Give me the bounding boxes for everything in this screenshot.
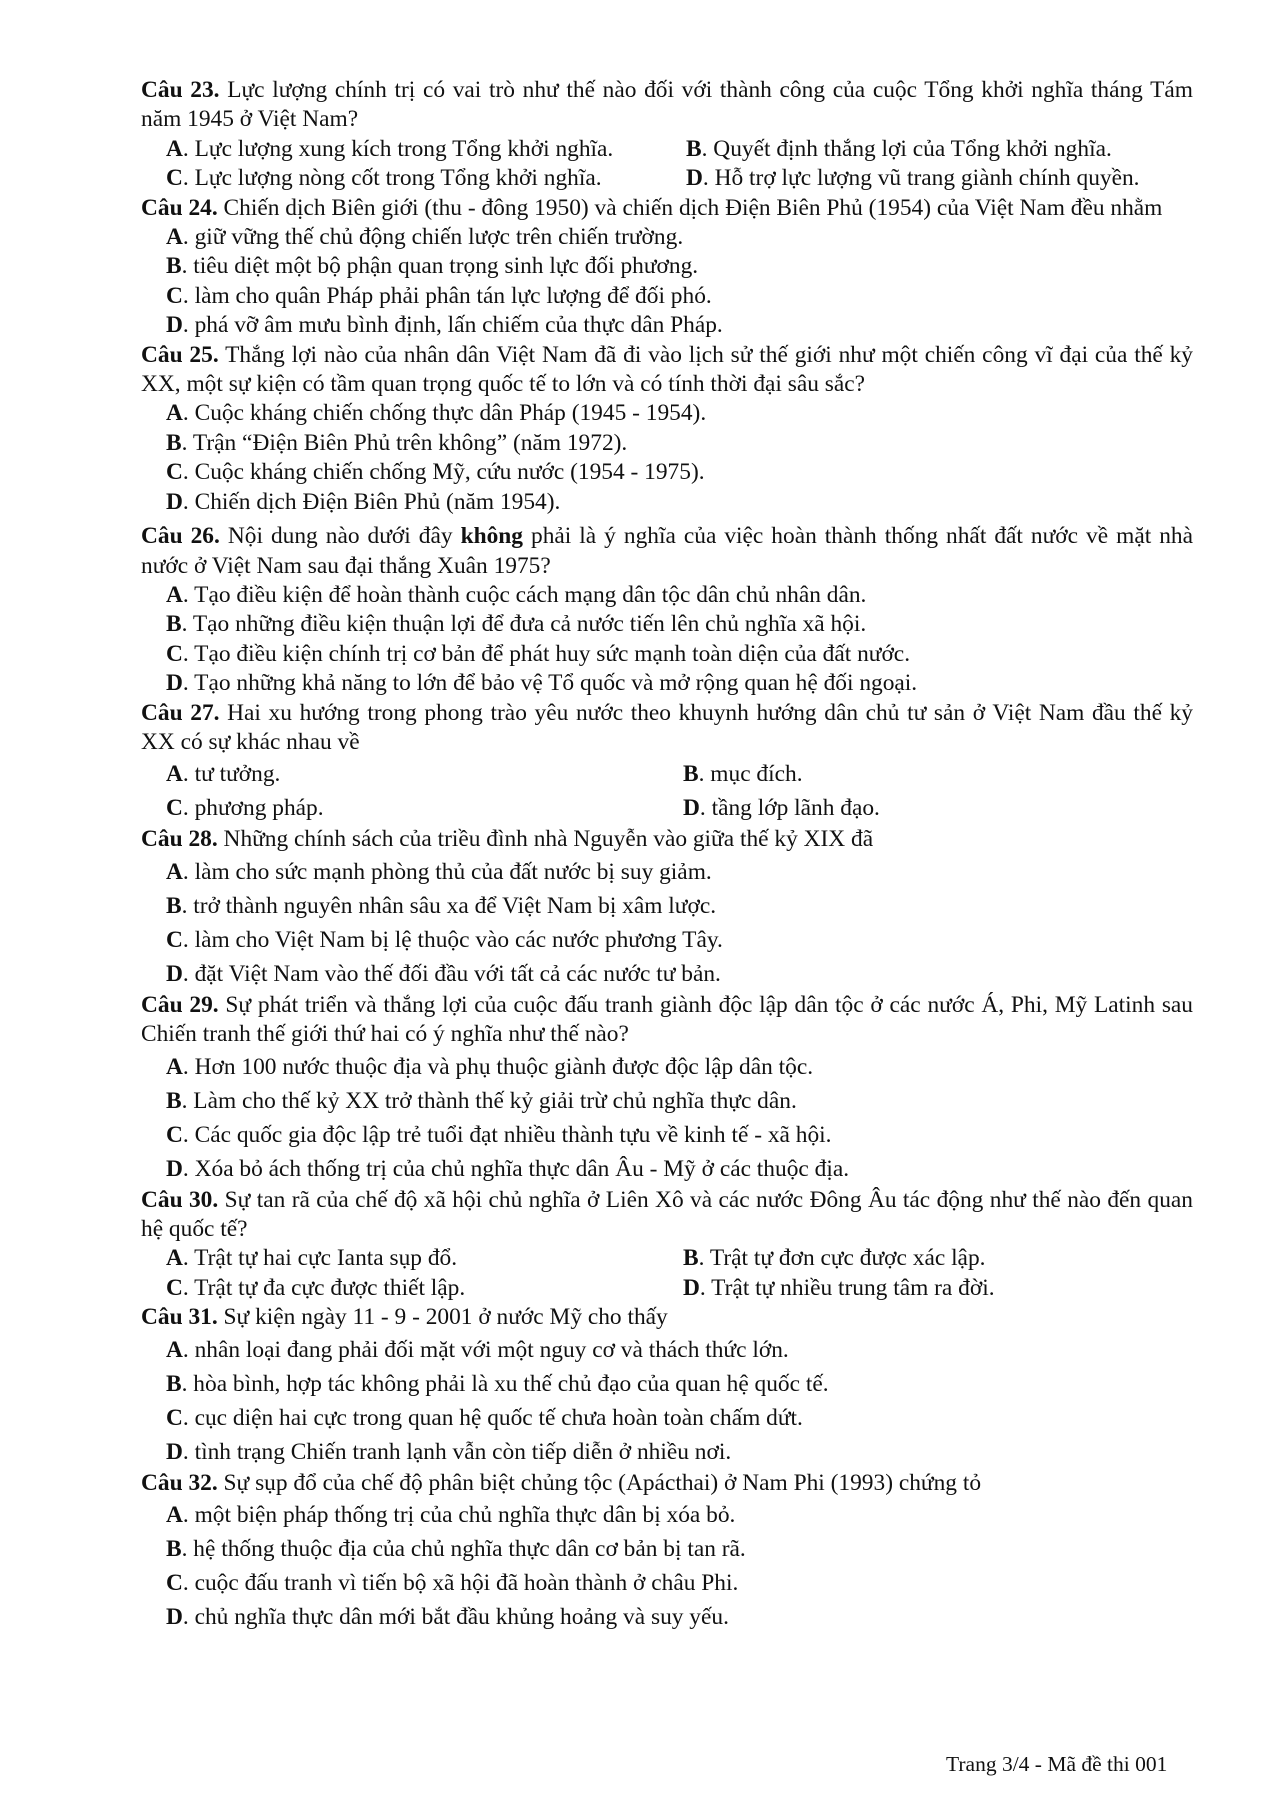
option-text: . Cuộc kháng chiến chống Mỹ, cứu nước (1954 - 1975).	[182, 459, 705, 486]
option-b[interactable]	[166, 610, 1193, 639]
option-text: . Trật tự đa cực được thiết lập.	[182, 1274, 466, 1301]
option-letter: D	[166, 960, 183, 987]
option-letter: B	[683, 761, 699, 788]
option-d[interactable]	[166, 1600, 1193, 1634]
option-letter: C	[166, 1274, 183, 1301]
option-text: . đặt Việt Nam vào thế đối đầu với tất cả các nước tư bản.	[182, 960, 721, 987]
option-letter: D	[683, 795, 700, 822]
question-32	[141, 1469, 1193, 1634]
option-letter: A	[166, 1502, 183, 1528]
option-text: . Quyết định thắng lợi của Tổng khởi nghĩa.	[701, 135, 1112, 162]
question-number: Câu 28.	[141, 826, 218, 853]
question-text-part2: phải là ý nghĩa của việc hoàn thành thống nhất đất nước về mặt nhà nước ở Việt Nam sau đại thắng Xuân 1975?	[141, 523, 1193, 579]
option-letter: A	[166, 400, 183, 427]
option-text: . tiêu diệt một bộ phận quan trọng sinh lực đối phương.	[181, 253, 699, 280]
option-text: . hệ thống thuộc địa của chủ nghĩa thực dân cơ bản bị tan rã.	[181, 1536, 746, 1562]
option-list	[141, 757, 1193, 825]
option-b[interactable]	[166, 889, 1193, 923]
option-a[interactable]	[166, 135, 686, 164]
option-a[interactable]	[166, 1333, 1193, 1367]
question-text: Sự kiện ngày 11 - 9 - 2001 ở nước Mỹ cho thấy	[223, 1304, 668, 1331]
option-letter: B	[166, 611, 182, 638]
question-stem	[141, 699, 1193, 758]
option-text: . nhân loại đang phải đối mặt với một nguy cơ và thách thức lớn.	[182, 1336, 789, 1363]
option-text: . làm cho sức mạnh phòng thủ của đất nước bị suy giảm.	[182, 858, 712, 885]
option-text: . Hỗ trợ lực lượng vũ trang giành chính quyền.	[702, 165, 1140, 192]
option-text: . Các quốc gia độc lập trẻ tuổi đạt nhiều thành tựu về kinh tế - xã hội.	[182, 1121, 832, 1148]
option-text: . tư tưởng.	[182, 761, 281, 788]
option-list	[141, 1498, 1193, 1634]
option-letter: C	[166, 1404, 183, 1431]
option-letter: A	[166, 581, 183, 608]
option-text: . mục đích.	[698, 761, 803, 788]
option-letter: B	[166, 892, 182, 919]
option-b[interactable]	[683, 757, 1193, 791]
option-text: . trở thành nguyên nhân sâu xa để Việt Nam bị xâm lược.	[181, 892, 717, 919]
question-text: Sự sụp đổ của chế độ phân biệt chủng tộc (Apácthai) ở Nam Phi (1993) chứng tỏ	[223, 1469, 982, 1496]
question-text-part1: Nội dung nào dưới đây	[227, 523, 453, 550]
option-d[interactable]	[166, 1435, 1193, 1469]
question-number: Câu 29.	[141, 991, 219, 1018]
question-text: Chiến dịch Biên giới (thu - đông 1950) và chiến dịch Điện Biên Phủ (1954) của Việt Nam đều nhằm	[223, 194, 1163, 221]
option-c[interactable]	[166, 923, 1193, 957]
option-letter: B	[686, 135, 702, 162]
option-list	[141, 223, 1193, 341]
option-d[interactable]	[166, 1152, 1193, 1186]
option-letter: B	[166, 1536, 182, 1562]
option-list	[141, 399, 1193, 517]
page-footer: Trang 3/4 - Mã đề thi 001	[946, 1752, 1168, 1776]
question-stem	[141, 194, 1193, 223]
option-letter: A	[166, 224, 183, 251]
option-c[interactable]	[166, 1274, 683, 1303]
question-31	[141, 1303, 1193, 1468]
question-stem	[141, 1186, 1193, 1245]
option-c[interactable]	[166, 791, 683, 825]
option-b[interactable]	[166, 1532, 1193, 1566]
question-24	[141, 194, 1193, 341]
option-letter: B	[166, 1087, 182, 1114]
option-list	[141, 1244, 1193, 1303]
option-letter: D	[166, 670, 183, 697]
question-23	[141, 76, 1193, 194]
option-text: . Hơn 100 nước thuộc địa và phụ thuộc giành được độc lập dân tộc.	[182, 1053, 814, 1080]
option-letter: B	[166, 1370, 182, 1397]
option-a[interactable]	[166, 399, 1193, 428]
option-list	[141, 855, 1193, 991]
question-stem	[141, 1303, 1193, 1332]
question-26	[141, 522, 1193, 698]
option-letter: C	[166, 282, 183, 309]
option-text: . Tạo điều kiện chính trị cơ bản để phát huy sức mạnh toàn diện của đất nước.	[182, 640, 911, 667]
option-text: . cục diện hai cực trong quan hệ quốc tế chưa hoàn toàn chấm dứt.	[182, 1404, 803, 1431]
option-text: . phương pháp.	[182, 795, 324, 822]
option-a[interactable]	[166, 757, 683, 791]
question-text: Thắng lợi nào của nhân dân Việt Nam đã đi vào lịch sử thế giới như một chiến công vĩ đại của thế kỷ XX, một sự kiện có tầm quan trọng quốc tế to lớn và có tính thời đại sâu sắc?	[141, 341, 1194, 398]
option-text: . Lực lượng nòng cốt trong Tổng khởi nghĩa.	[182, 165, 602, 192]
option-b[interactable]	[166, 429, 1193, 458]
question-number: Câu 32.	[141, 1469, 218, 1496]
option-d[interactable]	[166, 311, 1193, 340]
option-text: . Trật tự hai cực Ianta sụp đổ.	[182, 1245, 458, 1272]
option-letter: D	[166, 488, 183, 515]
question-text: Sự tan rã của chế độ xã hội chủ nghĩa ở Liên Xô và các nước Đông Âu tác động như thế nào đến quan hệ quốc tế?	[141, 1186, 1193, 1242]
option-letter: A	[166, 1245, 183, 1272]
option-list	[141, 1333, 1193, 1469]
option-c[interactable]	[166, 1118, 1193, 1152]
option-text: . một biện pháp thống trị của chủ nghĩa thực dân bị xóa bỏ.	[182, 1502, 736, 1528]
option-text: . Cuộc kháng chiến chống thực dân Pháp (1945 - 1954).	[182, 400, 707, 427]
option-text: . Làm cho thế kỷ XX trở thành thế kỷ giải trừ chủ nghĩa thực dân.	[181, 1087, 797, 1114]
option-letter: B	[166, 429, 182, 456]
option-letter: D	[166, 312, 183, 339]
option-letter: B	[683, 1245, 699, 1272]
option-text: . phá vỡ âm mưu bình định, lấn chiếm của thực dân Pháp.	[182, 312, 723, 339]
option-text: . giữ vững thế chủ động chiến lược trên chiến trường.	[182, 224, 684, 251]
question-number: Câu 23.	[141, 77, 220, 103]
option-letter: C	[166, 795, 183, 822]
question-number: Câu 25.	[141, 341, 219, 368]
option-letter: A	[166, 761, 183, 788]
option-letter: D	[166, 1155, 183, 1182]
option-text: . Xóa bỏ ách thống trị của chủ nghĩa thực dân Âu - Mỹ ở các thuộc địa.	[182, 1155, 850, 1182]
option-c[interactable]	[166, 640, 1193, 669]
option-a[interactable]	[166, 1498, 1193, 1532]
option-text: . cuộc đấu tranh vì tiến bộ xã hội đã hoàn thành ở châu Phi.	[182, 1570, 739, 1596]
question-number: Câu 31.	[141, 1304, 218, 1331]
option-text: . Trật tự nhiều trung tâm ra đời.	[699, 1274, 995, 1301]
option-b[interactable]	[166, 1084, 1193, 1118]
question-stem	[141, 991, 1193, 1050]
question-28	[141, 825, 1193, 990]
option-b[interactable]	[166, 252, 1193, 281]
question-text: Lực lượng chính trị có vai trò như thế nào đối với thành công của cuộc Tổng khởi nghĩa tháng Tám năm 1945 ở Việt Nam?	[141, 77, 1193, 133]
option-letter: D	[166, 1604, 183, 1630]
question-keyword: không	[460, 523, 523, 550]
option-letter: C	[166, 1570, 183, 1596]
question-number: Câu 27.	[141, 699, 220, 726]
option-a[interactable]	[166, 223, 1193, 252]
question-number: Câu 24.	[141, 194, 218, 221]
option-text: . làm cho Việt Nam bị lệ thuộc vào các nước phương Tây.	[182, 926, 723, 953]
option-letter: D	[166, 1438, 183, 1465]
option-letter: A	[166, 135, 183, 162]
option-a[interactable]	[166, 855, 1193, 889]
question-number: Câu 26.	[141, 523, 220, 550]
option-b[interactable]	[166, 1367, 1193, 1401]
option-list	[141, 1050, 1193, 1186]
option-text: . Tạo điều kiện để hoàn thành cuộc cách mạng dân tộc dân chủ nhân dân.	[182, 581, 867, 608]
option-d[interactable]	[683, 791, 1193, 825]
option-c[interactable]	[166, 1566, 1193, 1600]
question-29	[141, 991, 1193, 1186]
option-letter: D	[686, 165, 703, 192]
option-letter: C	[166, 165, 183, 192]
option-text: . Chiến dịch Điện Biên Phủ (năm 1954).	[182, 488, 561, 515]
option-text: . Tạo những điều kiện thuận lợi để đưa cả nước tiến lên chủ nghĩa xã hội.	[181, 611, 867, 638]
option-d[interactable]	[166, 957, 1193, 991]
option-text: . Lực lượng xung kích trong Tổng khởi nghĩa.	[182, 135, 614, 162]
option-list	[141, 135, 1193, 194]
question-stem	[141, 1469, 1193, 1498]
question-stem	[141, 825, 1193, 854]
option-letter: A	[166, 1053, 183, 1080]
option-letter: C	[166, 926, 183, 953]
option-d[interactable]	[683, 1274, 1193, 1303]
option-letter: C	[166, 459, 183, 486]
option-c[interactable]	[166, 282, 1193, 311]
option-text: . tầng lớp lãnh đạo.	[699, 795, 880, 822]
option-letter: A	[166, 858, 183, 885]
question-text: Những chính sách của triều đình nhà Nguyễn vào giữa thế kỷ XIX đã	[223, 826, 874, 853]
option-d[interactable]	[686, 164, 1196, 193]
question-text: Hai xu hướng trong phong trào yêu nước theo khuynh hướng dân chủ tư sản ở Việt Nam đầu thế kỷ XX có sự khác nhau về	[141, 699, 1193, 755]
option-b[interactable]	[683, 1244, 1193, 1273]
option-a[interactable]	[166, 1244, 683, 1273]
option-text: . chủ nghĩa thực dân mới bắt đầu khủng hoảng và suy yếu.	[182, 1604, 729, 1630]
question-text: Sự phát triển và thắng lợi của cuộc đấu tranh giành độc lập dân tộc ở các nước Á, Phi, Mỹ Latinh sau Chiến tranh thế giới thứ hai có ý nghĩa như thế nào?	[141, 991, 1193, 1048]
option-d[interactable]	[166, 488, 1193, 517]
option-letter: A	[166, 1336, 183, 1363]
question-number: Câu 30.	[141, 1186, 219, 1213]
option-text: . Trật tự đơn cực được xác lập.	[698, 1245, 986, 1272]
question-25	[141, 341, 1193, 517]
option-c[interactable]	[166, 458, 1193, 487]
option-a[interactable]	[166, 581, 1193, 610]
option-text: . tình trạng Chiến tranh lạnh vẫn còn tiếp diễn ở nhiều nơi.	[182, 1438, 732, 1465]
question-stem	[141, 341, 1193, 400]
option-text: . Trận “Điện Biên Phủ trên không” (năm 1972).	[181, 429, 628, 456]
option-letter: C	[166, 640, 183, 667]
option-letter: B	[166, 253, 182, 280]
option-text: . làm cho quân Pháp phải phân tán lực lượng để đối phó.	[182, 282, 712, 309]
question-27	[141, 699, 1193, 826]
exam-page	[141, 76, 1193, 1634]
question-stem	[141, 522, 1193, 581]
option-list	[141, 581, 1193, 699]
option-text: . hòa bình, hợp tác không phải là xu thế chủ đạo của quan hệ quốc tế.	[181, 1370, 829, 1397]
option-b[interactable]	[686, 135, 1196, 164]
option-letter: D	[683, 1274, 700, 1301]
option-c[interactable]	[166, 164, 686, 193]
option-letter: C	[166, 1121, 183, 1148]
option-a[interactable]	[166, 1050, 1193, 1084]
option-c[interactable]	[166, 1401, 1193, 1435]
option-d[interactable]	[166, 669, 1193, 698]
question-stem	[141, 76, 1193, 135]
question-30	[141, 1186, 1193, 1304]
option-text: . Tạo những khả năng to lớn để bảo vệ Tổ quốc và mở rộng quan hệ đối ngoại.	[182, 670, 918, 697]
